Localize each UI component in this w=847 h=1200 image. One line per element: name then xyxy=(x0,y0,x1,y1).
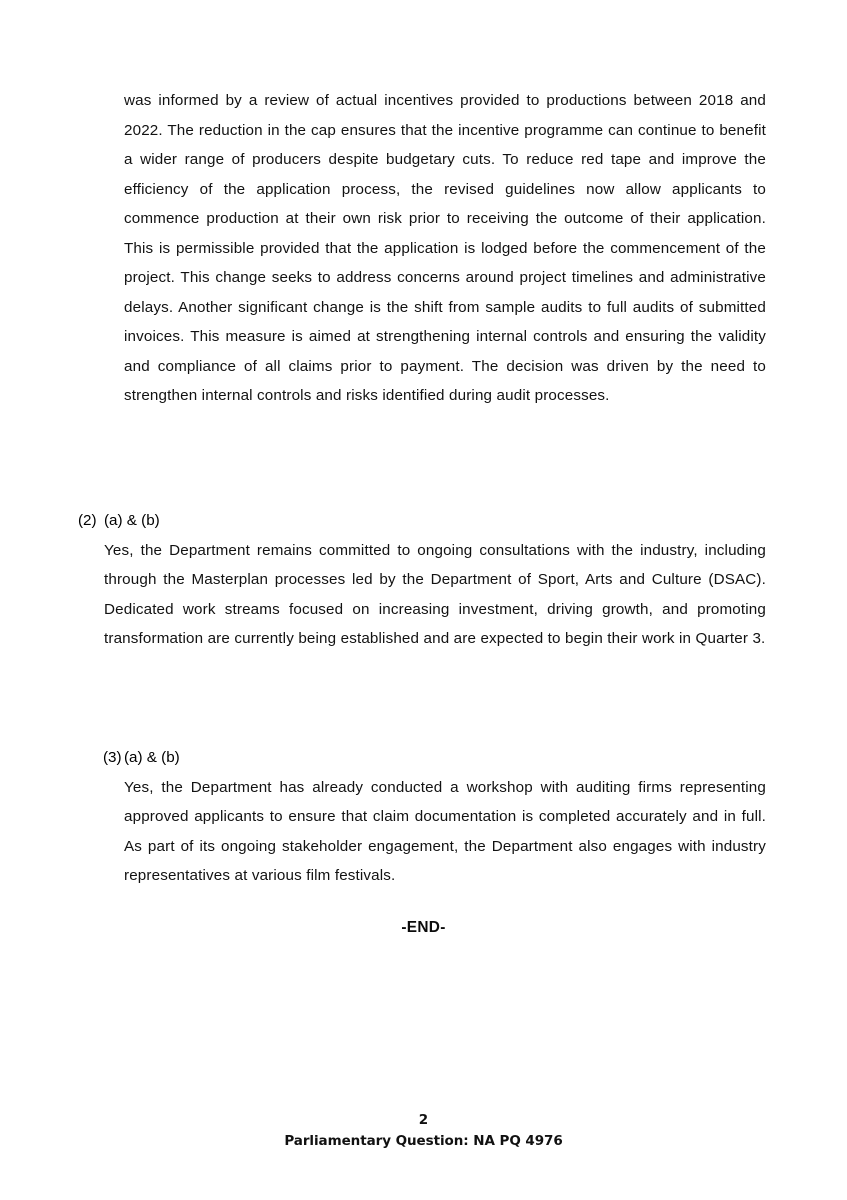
paragraph-continuation: was informed by a review of actual incentives provided to productions between 2018 and 2022. The reduction in the cap ensures that the incentive programme can continue to benefit a wider range of producers despite budgetary cuts. To reduce red tape and improve the efficiency of the application process, the revised guidelines now allow applicants to commence production at their own risk prior to receiving the outcome of their application. This is permissible provided that the application is lodged before the commencement of the project. This change seeks to address concerns around project timelines and administrative delays. Another significant change is the shift from sample audits to full audits of submitted invoices. This measure is aimed at strengthening internal controls and ensuring the validity and compliance of all claims prior to payment. The decision was driven by the need to strengthen internal controls and risks identified during audit processes. xyxy=(124,92,766,404)
section-2-text: Yes, the Department remains committed to ongoing consultations with the industry, including through the Masterplan processes led by the Department of Sport, Arts and Culture (DSAC). Dedicated work streams focused on increasing investment, driving growth, and promoting transformation are currently being established and are expected to begin their work in Quarter 3. xyxy=(104,541,766,647)
section-3-number: (3) xyxy=(103,749,122,766)
section-3-subparts: (a) & (b) xyxy=(124,749,180,766)
footer-reference: Parliamentary Question: NA PQ 4976 xyxy=(284,1133,563,1149)
section-3-heading xyxy=(103,743,766,773)
answer-section-3 xyxy=(103,743,766,891)
page-footer xyxy=(0,1110,847,1152)
section-2-heading xyxy=(78,506,766,536)
footer-page-number: 2 xyxy=(418,1112,429,1128)
answer-section-2 xyxy=(78,506,766,654)
section-3-text: Yes, the Department has already conducted a workshop with auditing firms representing approved applicants to ensure that claim documentation is completed accurately and in full. As part of its ongoing stakeholder engagement, the Department also engages with industry representatives at various film festivals. xyxy=(124,778,766,884)
section-2-subparts: (a) & (b) xyxy=(104,512,160,529)
section-2-number: (2) xyxy=(78,512,97,529)
end-of-document-marker: -END- xyxy=(401,919,446,936)
